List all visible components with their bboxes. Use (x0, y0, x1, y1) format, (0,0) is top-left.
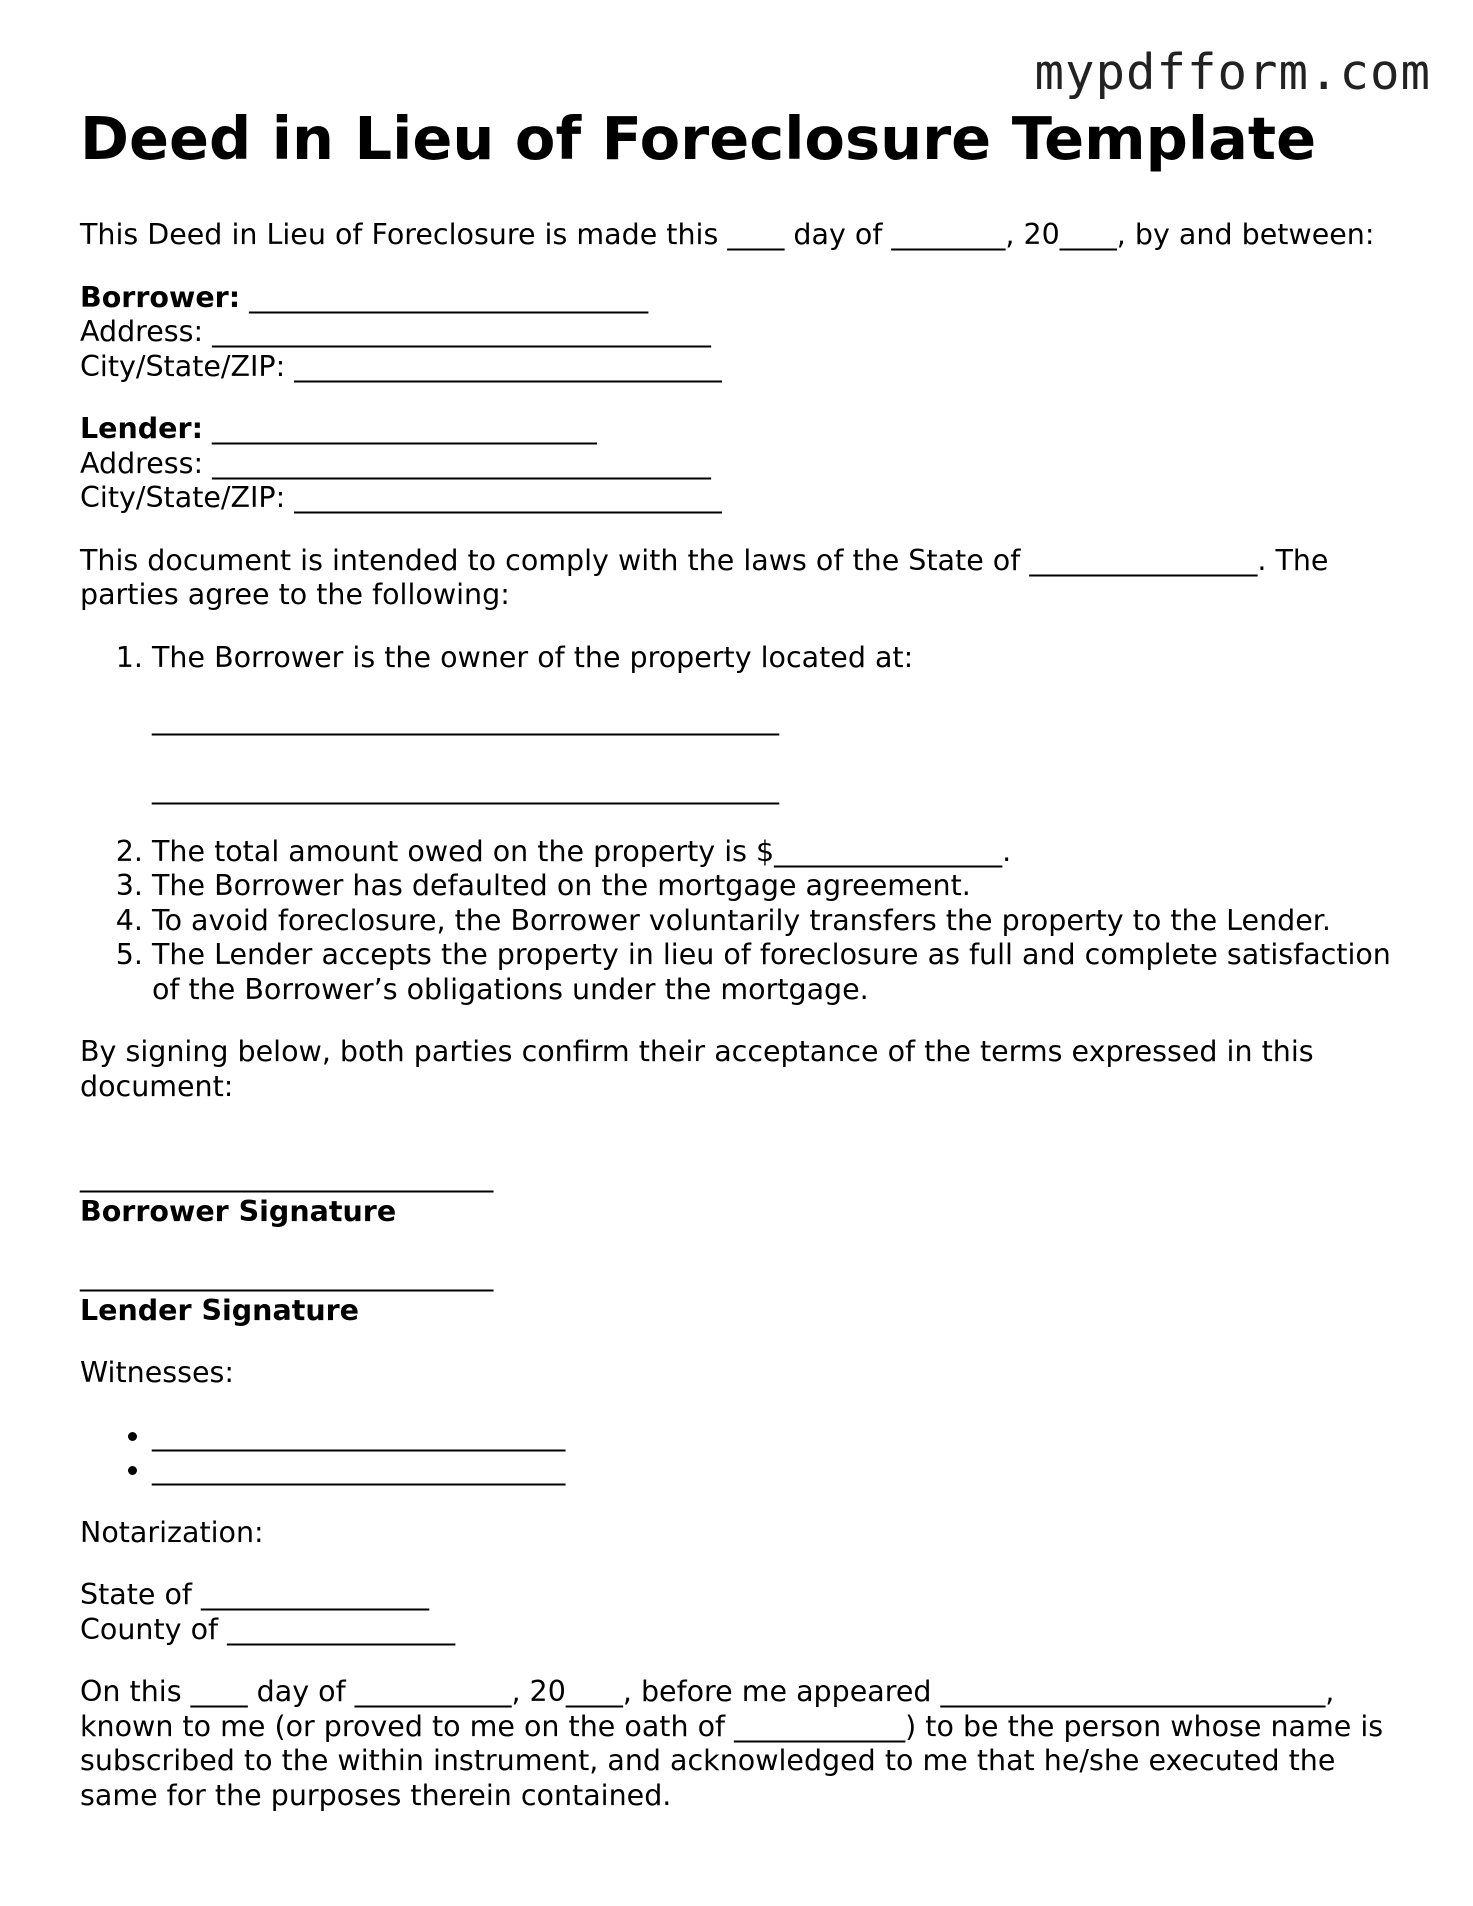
notary-statement: On this ____ day of ___________, 20____, before me appeared ___________________________, known to me (or proved to me on the oath of ____________) to be the person whose name is subscribed to the within instrument, and acknowledged to me that he/she executed the same for the purposes therein contained. (80, 1675, 1384, 1812)
lender-label: Lender: (80, 412, 203, 445)
borrower-label: Borrower: (80, 280, 241, 314)
witnesses-list (80, 1419, 1410, 1488)
borrower-address: Address: ___________________________________ (80, 315, 711, 348)
borrower-name-line (80, 281, 1410, 316)
borrower-section (80, 281, 1410, 385)
notary-state: State of ________________ (80, 1578, 430, 1611)
term-5: 5. The Lender accepts the property in lieu of foreclosure as full and complete satisfaction of the Borrower’s obligations under the mortgage. (152, 938, 1410, 1007)
acceptance-paragraph: By signing below, both parties confirm their acceptance of the terms expressed in this document: (80, 1035, 1314, 1103)
notary-venue (80, 1578, 1410, 1647)
borrower-city: City/State/ZIP: ______________________________ (80, 349, 722, 383)
lender-name-line (80, 412, 1410, 447)
lender-signature-line: _____________________________ (80, 1259, 494, 1292)
lender-signature-label: Lender Signature (80, 1293, 360, 1327)
lender-signature-block (80, 1259, 1410, 1328)
intro-paragraph: This Deed in Lieu of Foreclosure is made this ____ day of ________, 20____, by and between: (80, 218, 1375, 251)
compliance-paragraph: This document is intended to comply with the laws of the State of ________________. The parties agree to the following: (80, 543, 1329, 611)
term-2: 2. The total amount owed on the property is $________________. (152, 835, 1410, 870)
terms-list (80, 641, 1410, 1008)
notary-county: County of ________________ (80, 1612, 456, 1646)
notarization-label: Notarization: (80, 1515, 264, 1549)
borrower-name-blank: ____________________________ (249, 280, 649, 314)
borrower-signature-line: _____________________________ (80, 1160, 494, 1193)
watermark: mypdfform.com (1034, 44, 1431, 101)
property-address-line-2: ____________________________________________ (152, 772, 779, 805)
lender-city: City/State/ZIP: ______________________________ (80, 481, 722, 514)
lender-section (80, 412, 1410, 516)
term-1-text: The Borrower is the owner of the property located at: (152, 640, 914, 674)
term-1 (152, 641, 1410, 807)
term-3: 3. The Borrower has defaulted on the mortgage agreement. (152, 869, 1410, 904)
witness-line-1: • _____________________________ (152, 1419, 1410, 1454)
witness-line-2: • _____________________________ (152, 1453, 1410, 1488)
borrower-signature-label: Borrower Signature (80, 1194, 397, 1228)
lender-name-blank: ___________________________ (212, 412, 597, 445)
document-body (80, 104, 1410, 1841)
document-title: Deed in Lieu of Foreclosure Template (80, 104, 1317, 173)
property-address-lines (152, 703, 1410, 807)
witnesses-label: Witnesses: (80, 1356, 234, 1389)
lender-address: Address: ___________________________________ (80, 446, 711, 480)
borrower-signature-block (80, 1160, 1410, 1229)
term-4: 4. To avoid foreclosure, the Borrower voluntarily transfers the property to the Lender. (152, 904, 1410, 939)
property-address-line-1: ____________________________________________ (152, 703, 779, 736)
